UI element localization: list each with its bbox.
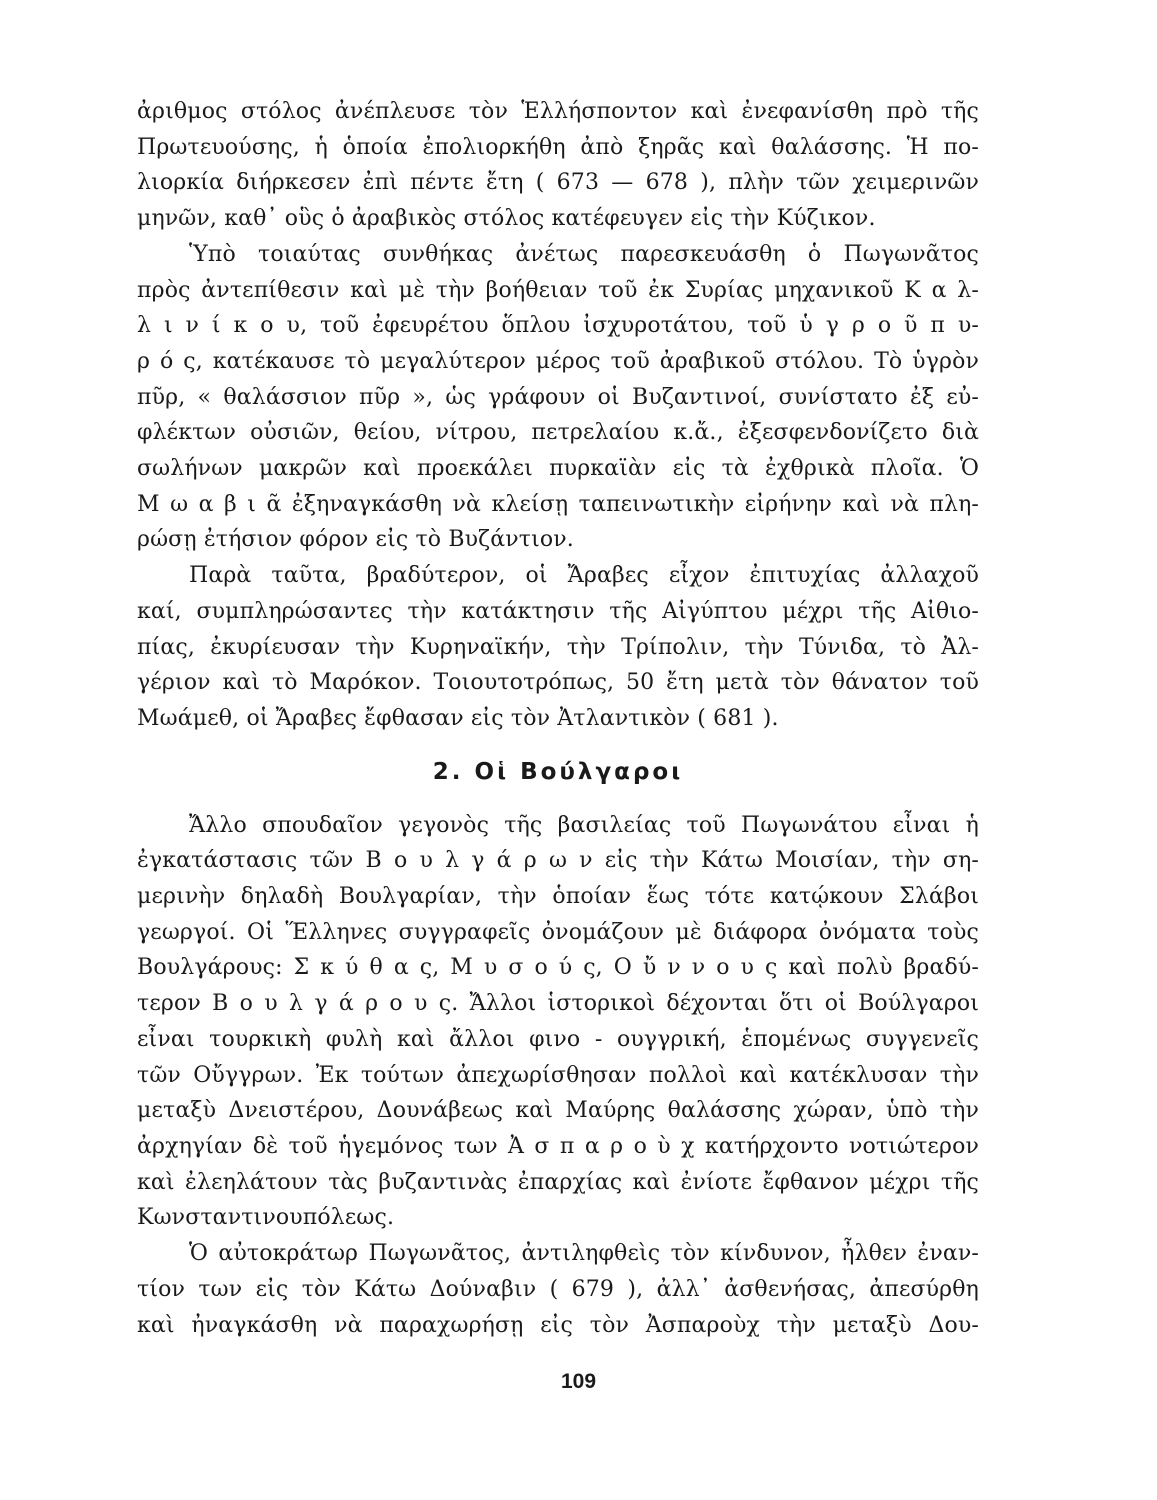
text-line: καὶ ἠναγκάσθη νὰ παραχωρήσῃ εἰς τὸν Ἀσπαροὺχ τὴν μεταξὺ Δου- <box>137 1312 979 1338</box>
text-line: μεταξὺ Δνειστέρου, Δουνάβεως καὶ Μαύρης θαλάσσης χώραν, ὑπὸ τὴν <box>137 1098 979 1124</box>
text-line: καὶ ἐλεηλάτουν τὰς βυζαντινὰς ἐπαρχίας καὶ ἐνίοτε ἔφθανον μέχρι τῆς <box>137 1169 979 1195</box>
text-line: ἀρχηγίαν δὲ τοῦ ἡγεμόνος των Ἀ σ π α ρ ο ὺ χ κατήρχοντο νοτιώτερον <box>137 1133 979 1159</box>
text-line: Παρὰ ταῦτα, βραδύτερον, οἱ Ἄραβες εἶχον ἐπιτυχίας ἀλλαχοῦ <box>189 563 979 589</box>
text-line: Ὑπὸ τοιαύτας συνθήκας ἀνέτως παρεσκευάσθη ὁ Πωγωνᾶτος <box>189 241 979 267</box>
text-line: Ὁ αὐτοκράτωρ Πωγωνᾶτος, ἀντιληφθεὶς τὸν κίνδυνον, ἦλθεν ἐναν- <box>189 1241 979 1267</box>
text-line: τερον Β ο υ λ γ ά ρ ο υ ς. Ἄλλοι ἱστορικοὶ δέχονται ὅτι οἱ Βούλγαροι <box>137 991 979 1017</box>
text-line: ρ ό ς, κατέκαυσε τὸ μεγαλύτερον μέρος τοῦ ἀραβικοῦ στόλου. Τὸ ὑγρὸν <box>137 348 979 374</box>
text-line: μηνῶν, καθ᾽ οὓς ὁ ἀραβικὸς στόλος κατέφευγεν εἰς τὴν Κύζικον. <box>137 206 876 232</box>
text-line: σωλήνων μακρῶν καὶ προεκάλει πυρκαϊὰν εἰς τὰ ἐχθρικὰ πλοῖα. Ὁ <box>137 456 979 482</box>
text-line: λ ι ν ί κ ο υ, τοῦ ἐφευρέτου ὅπλου ἰσχυροτάτου, τοῦ ὑ γ ρ ο ῦ π υ- <box>137 313 979 339</box>
text-line: Κωνσταντινουπόλεως. <box>137 1205 395 1231</box>
text-line: ἐγκατάστασις τῶν Β ο υ λ γ ά ρ ω ν εἰς τὴν Κάτω Μοισίαν, τὴν ση- <box>137 848 979 874</box>
section-heading: 2. Οἱ Βούλγαροι <box>432 758 684 785</box>
paragraph-3 <box>137 558 979 737</box>
text-line: πῦρ, « θαλάσσιον πῦρ », ὡς γράφουν οἱ Βυζαντινοί, συνίστατο ἐξ εὐ- <box>137 384 979 410</box>
text-line: γέριον καὶ τὸ Μαρόκον. Τοιουτοτρόπως, 50 ἔτη μετὰ τὸν θάνατον τοῦ <box>137 670 979 696</box>
text-line: εἶναι τουρκικὴ φυλὴ καὶ ἄλλοι φινο - ουγγρική, ἑπομένως συγγενεῖς <box>137 1026 979 1052</box>
text-line: ρώσῃ ἐτήσιον φόρον εἰς τὸ Βυζάντιον. <box>137 527 574 553</box>
text-line: Μ ω α β ι ᾶ ἐξηναγκάσθη νὰ κλείσῃ ταπεινωτικὴν εἰρήνην καὶ νὰ πλη- <box>137 491 979 517</box>
paragraph-4 <box>137 808 979 1236</box>
page-number: 109 <box>560 1370 597 1393</box>
text-line: Μωάμεθ, οἱ Ἄραβες ἔφθασαν εἰς τὸν Ἀτλαντικὸν ( 681 ). <box>137 705 779 731</box>
paragraph-2 <box>137 237 979 558</box>
paragraph-1 <box>137 94 979 237</box>
text-line: Ἄλλο σπουδαῖον γεγονὸς τῆς βασιλείας τοῦ Πωγωνάτου εἶναι ἡ <box>189 812 979 838</box>
text-line: τῶν Οὔγγρων. Ἐκ τούτων ἀπεχωρίσθησαν πολλοὶ καὶ κατέκλυσαν τὴν <box>137 1062 979 1088</box>
text-line: γεωργοί. Οἱ Ἕλληνες συγγραφεῖς ὀνομάζουν μὲ διάφορα ὀνόματα τοὺς <box>137 919 979 945</box>
text-line: ἀριθμος στόλος ἀνέπλευσε τὸν Ἑλλήσποντον καὶ ἐνεφανίσθη πρὸ τῆς <box>137 99 979 124</box>
text-line: τίον των εἰς τὸν Κάτω Δούναβιν ( 679 ), ἀλλ᾽ ἀσθενήσας, ἀπεσύρθη <box>137 1276 979 1302</box>
paragraph-5 <box>137 1236 979 1343</box>
text-line: καί, συμπληρώσαντες τὴν κατάκτησιν τῆς Αἰγύπτου μέχρι τῆς Αἰθιο- <box>137 598 979 624</box>
text-column <box>137 94 979 1343</box>
text-line: Πρωτευούσης, ἡ ὁποία ἐπολιορκήθη ἀπὸ ξηρᾶς καὶ θαλάσσης. Ἡ πο- <box>137 134 979 160</box>
text-line: πίας, ἐκυρίευσαν τὴν Κυρηναϊκήν, τὴν Τρίπολιν, τὴν Τύνιδα, τὸ Ἀλ- <box>137 634 979 660</box>
text-line: λιορκία διήρκεσεν ἐπὶ πέντε ἔτη ( 673 — 678 ), πλὴν τῶν χειμερινῶν <box>137 170 979 196</box>
text-line: μερινὴν δηλαδὴ Βουλγαρίαν, τὴν ὁποίαν ἕως τότε κατῴκουν Σλάβοι <box>137 884 979 910</box>
text-line: πρὸς ἀντεπίθεσιν καὶ μὲ τὴν βοήθειαν τοῦ ἐκ Συρίας μηχανικοῦ Κ α λ- <box>137 277 979 303</box>
text-line: φλέκτων οὐσιῶν, θείου, νίτρου, πετρελαίου κ.ἄ., ἐξεσφενδονίζετο διὰ <box>137 420 979 446</box>
text-line: Βουλγάρους: Σ κ ύ θ α ς, Μ υ σ ο ύ ς, Ο ὔ ν ν ο υ ς καὶ πολὺ βραδύ- <box>137 955 979 981</box>
